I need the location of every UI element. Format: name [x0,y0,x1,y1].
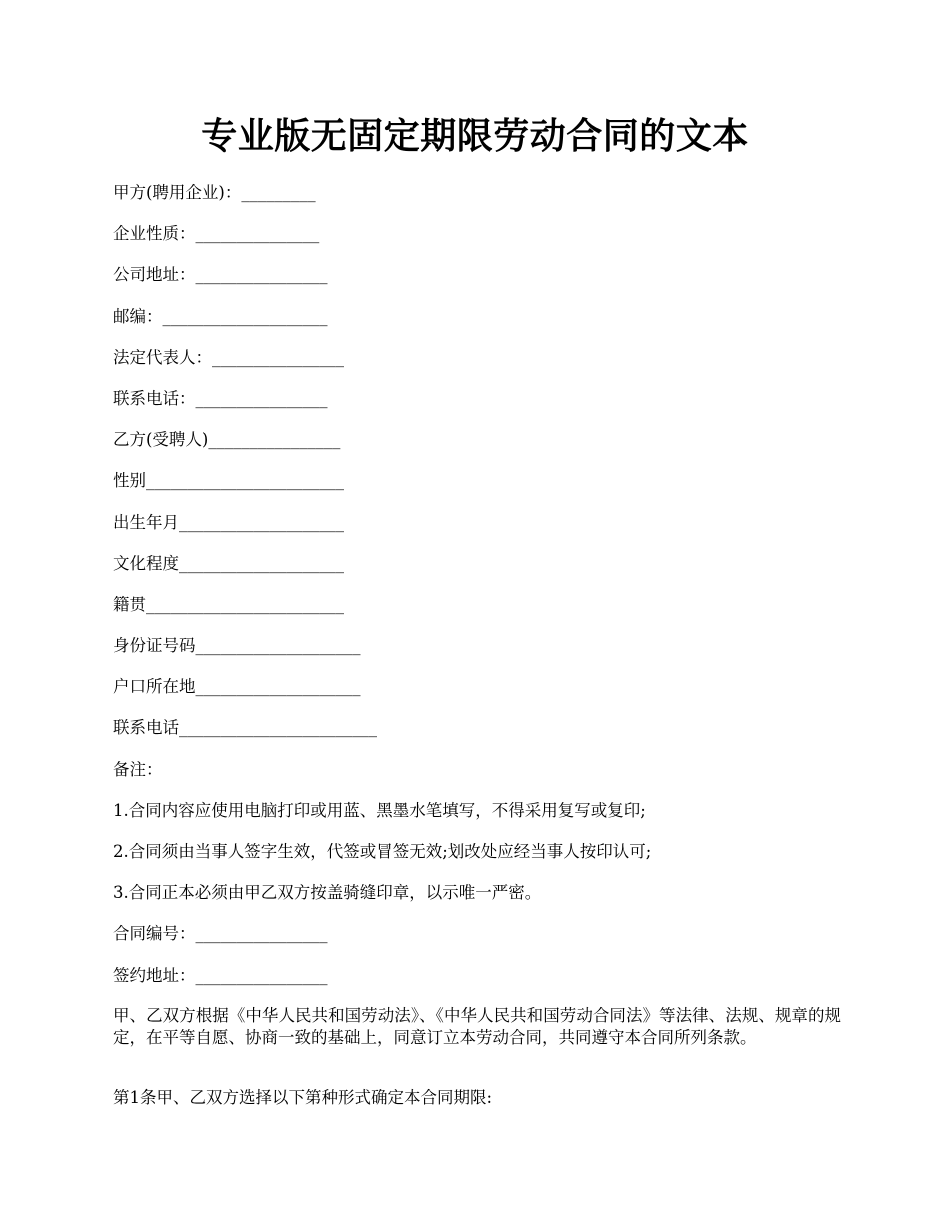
note-item-2: 2.合同须由当事人签字生效，代签或冒签无效;划改处应经当事人按印认可; [113,842,652,861]
article-1-heading: 第1条甲、乙双方选择以下第种形式确定本合同期限: [113,1088,493,1107]
birth-date-field: 出生年月____________________ [113,512,344,532]
education-field: 文化程度____________________ [113,553,344,573]
contract-number-field: 合同编号：________________ [113,924,328,944]
contract-preamble: 甲、乙双方根据《中华人民共和国劳动法》、《中华人民共和国劳动合同法》等法律、法规、规章的规定，在平等自愿、协商一致的基础上，同意订立本劳动合同，共同遵守本合同所列条款。 [113,1006,841,1047]
native-place-field: 籍贯________________________ [113,594,344,614]
notes-heading: 备注： [113,759,163,779]
employee-phone-field: 联系电话________________________ [113,718,377,738]
party-b-field: 乙方(受聘人)________________ [113,430,341,450]
id-number-field: 身份证号码____________________ [113,636,361,656]
contract-fields [113,181,853,1005]
household-registration-field: 户口所在地____________________ [113,677,361,697]
document-title: 专业版无固定期限劳动合同的文本 [201,115,749,157]
company-phone-field: 联系电话：________________ [113,388,328,408]
company-address-field: 公司地址：________________ [113,265,328,285]
gender-field: 性别________________________ [113,471,344,491]
note-item-1: 1.合同内容应使用电脑打印或用蓝、黑墨水笔填写，不得采用复写或复印; [113,800,646,820]
signing-address-field: 签约地址：________________ [113,965,328,985]
enterprise-nature-field: 企业性质：_______________ [113,224,320,244]
party-a-field: 甲方(聘用企业)：_________ [113,183,316,202]
postcode-field: 邮编：____________________ [113,306,328,326]
note-item-3: 3.合同正本必须由甲乙双方按盖骑缝印章，以示唯一严密。 [113,883,542,903]
legal-representative-field: 法定代表人：________________ [113,347,344,367]
